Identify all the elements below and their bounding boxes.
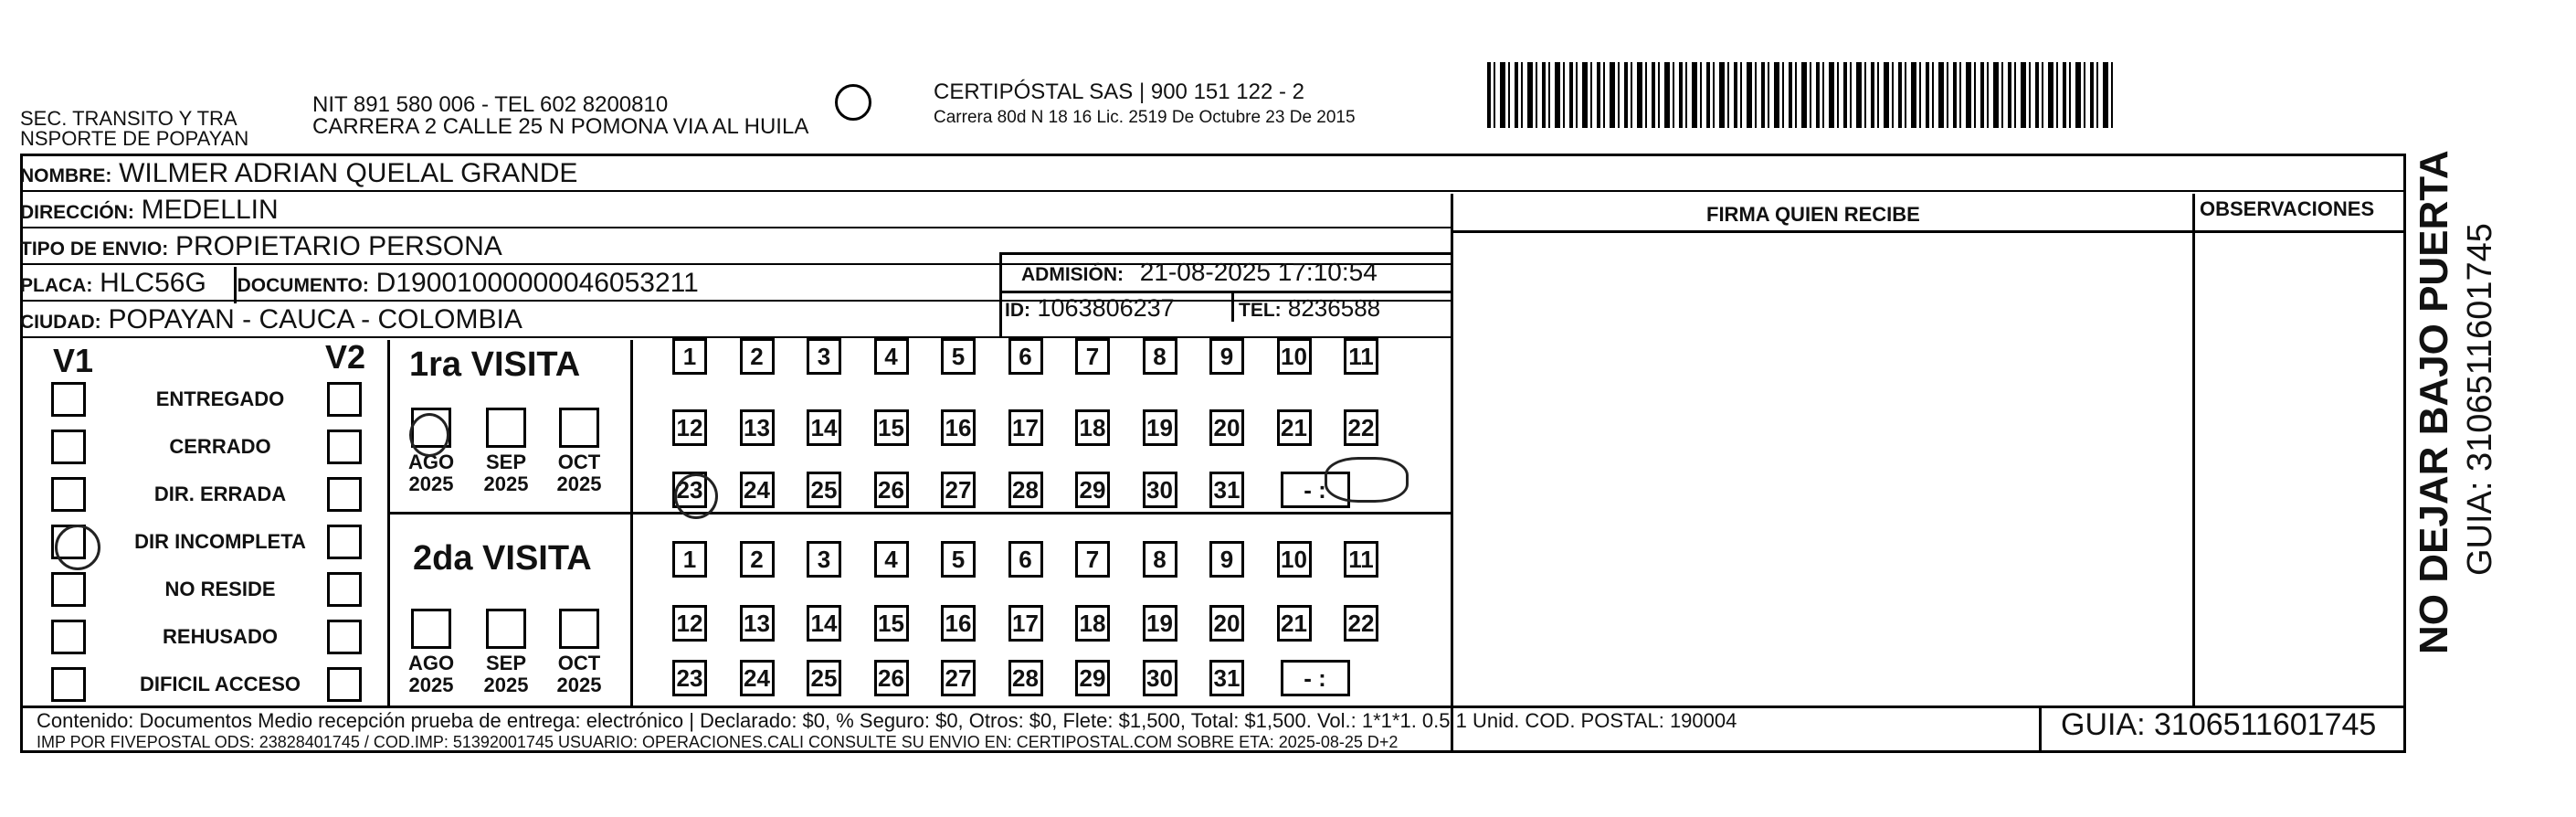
first-visit-title: 1ra VISITA <box>409 345 581 384</box>
day-box[interactable]: 30 <box>1143 660 1177 696</box>
v2-label: V2 <box>325 338 366 376</box>
month-checkbox[interactable] <box>411 609 451 649</box>
day-box[interactable]: 12 <box>672 605 707 642</box>
year-label: 2025 <box>483 674 529 696</box>
day-box[interactable]: 19 <box>1143 409 1177 446</box>
day-box[interactable]: 29 <box>1075 472 1110 508</box>
doc-value: D19001000000046053211 <box>375 268 699 298</box>
time-box[interactable]: - : <box>1281 472 1350 508</box>
year-label: 2025 <box>408 472 454 495</box>
v2-checkbox[interactable] <box>327 667 362 702</box>
day-box[interactable]: 10 <box>1277 338 1312 375</box>
day-box[interactable]: 14 <box>807 605 841 642</box>
plate-value: HLC56G <box>100 268 206 298</box>
v2-checkbox[interactable] <box>327 477 362 512</box>
day-box[interactable]: 27 <box>941 660 976 696</box>
day-box[interactable]: 25 <box>807 660 841 696</box>
day-box[interactable]: 19 <box>1143 605 1177 642</box>
address-value: MEDELLIN <box>141 195 279 225</box>
day-box[interactable]: 15 <box>874 409 909 446</box>
day-box[interactable]: 2 <box>740 541 775 578</box>
v1-checkbox[interactable] <box>51 667 86 702</box>
sender-line-2: NSPORTE DE POPAYAN <box>20 127 249 150</box>
type-value: PROPIETARIO PERSONA <box>174 231 502 261</box>
address-label: DIRECCIÓN: <box>20 202 134 223</box>
divider <box>387 512 1451 515</box>
sender-line-1: SEC. TRANSITO Y TRA <box>20 107 238 130</box>
handwritten-mark <box>1325 457 1409 503</box>
day-box[interactable]: 29 <box>1075 660 1110 696</box>
day-box[interactable]: 9 <box>1209 338 1244 375</box>
month-label: OCT <box>557 451 601 473</box>
day-box[interactable]: 12 <box>672 409 707 446</box>
plate-label: PLACA: <box>20 275 93 296</box>
divider <box>999 291 1451 293</box>
day-box[interactable]: 30 <box>1143 472 1177 508</box>
day-box[interactable]: 5 <box>941 541 976 578</box>
imp-line: IMP POR FIVEPOSTAL ODS: 23828401745 / COD.IMP: 51392001745 USUARIO: OPERACIONES.CALI CONSULTE SU ENVIO EN: CERTIPOSTAL.COM SOBRE ETA: 2025-08-25 D+2 <box>37 733 1399 751</box>
day-box[interactable]: 27 <box>941 472 976 508</box>
day-box[interactable]: 1 <box>672 541 707 578</box>
divider <box>999 252 1451 255</box>
city-row <box>20 303 1451 338</box>
name-label: NOMBRE: <box>20 165 112 186</box>
id-label: ID: <box>1005 300 1030 321</box>
day-box[interactable]: 22 <box>1344 605 1378 642</box>
v1-checkbox[interactable] <box>51 477 86 512</box>
day-box[interactable]: 7 <box>1075 338 1110 375</box>
divider <box>20 706 2406 708</box>
v1-checkbox[interactable] <box>51 382 86 417</box>
day-box[interactable]: 4 <box>874 338 909 375</box>
month-label: OCT <box>557 652 601 674</box>
day-box[interactable]: 28 <box>1008 660 1043 696</box>
time-box[interactable]: - : <box>1281 660 1350 696</box>
month-label: AGO <box>407 451 455 473</box>
v2-checkbox[interactable] <box>327 430 362 464</box>
day-box[interactable]: 28 <box>1008 472 1043 508</box>
day-box[interactable]: 10 <box>1277 541 1312 578</box>
day-box[interactable]: 21 <box>1277 605 1312 642</box>
sender-address-line: CARRERA 2 CALLE 25 N POMONA VIA AL HUILA <box>312 114 809 139</box>
no-dejar-bajo-puerta: NO DEJAR BAJO PUERTA <box>2412 150 2456 654</box>
day-box[interactable]: 17 <box>1008 409 1043 446</box>
month-label: SEP <box>485 451 527 473</box>
v1-checkbox[interactable] <box>51 430 86 464</box>
guia-footer: GUIA: 3106511601745 <box>2061 707 2377 742</box>
handwritten-mark <box>409 413 449 457</box>
content-line: Contenido: Documentos Medio recepción prueba de entrega: electrónico | Declarado: $0, % Seguro: $0, Otros: $0, Flete: $1,500, Total: $1,500. Vol.: 1*1*1. 0.5 1 Unid. COD. POSTAL: 190004 <box>37 709 1737 732</box>
name-value: WILMER ADRIAN QUELAL GRANDE <box>119 158 578 188</box>
day-box[interactable]: 2 <box>740 338 775 375</box>
v1-label: V1 <box>53 342 94 379</box>
id-field <box>1005 294 1175 323</box>
day-box[interactable]: 20 <box>1209 605 1244 642</box>
status-label: DIR INCOMPLETA <box>134 530 306 553</box>
status-label: DIR. ERRADA <box>153 483 287 505</box>
guia-side: GUIA: 3106511601745 <box>2461 223 2499 576</box>
carrier-line-2: Carrera 80d N 18 16 Lic. 2519 De Octubre 23 De 2015 <box>934 108 1356 127</box>
day-box[interactable]: 11 <box>1344 338 1378 375</box>
day-box[interactable]: 20 <box>1209 409 1244 446</box>
day-box[interactable]: 14 <box>807 409 841 446</box>
day-box[interactable]: 9 <box>1209 541 1244 578</box>
divider <box>999 252 1002 338</box>
day-box[interactable]: 31 <box>1209 660 1244 696</box>
status-label: NO RESIDE <box>164 578 276 600</box>
name-row <box>20 157 2406 192</box>
day-box[interactable]: 31 <box>1209 472 1244 508</box>
divider <box>2039 706 2042 753</box>
day-box[interactable]: 6 <box>1008 541 1043 578</box>
day-box[interactable]: 13 <box>740 605 775 642</box>
day-box[interactable]: 6 <box>1008 338 1043 375</box>
v2-checkbox[interactable] <box>327 620 362 654</box>
handwritten-mark <box>55 525 100 570</box>
day-box[interactable]: 18 <box>1075 409 1110 446</box>
day-box[interactable]: 24 <box>740 660 775 696</box>
day-box[interactable]: 8 <box>1143 541 1177 578</box>
day-box[interactable]: 26 <box>874 660 909 696</box>
divider <box>630 340 633 706</box>
handwritten-mark <box>674 473 718 519</box>
day-box[interactable]: 17 <box>1008 605 1043 642</box>
doc-label: DOCUMENTO: <box>237 275 369 296</box>
day-box[interactable]: 26 <box>874 472 909 508</box>
divider <box>234 267 237 303</box>
divider <box>387 340 390 706</box>
month-checkbox[interactable] <box>559 408 599 448</box>
v1-checkbox[interactable] <box>51 620 86 654</box>
year-label: 2025 <box>483 472 529 495</box>
barcode <box>1487 62 2114 128</box>
year-label: 2025 <box>556 472 602 495</box>
day-box[interactable]: 13 <box>740 409 775 446</box>
admission-label: ADMISIÓN: <box>1021 264 1124 285</box>
day-box[interactable]: 8 <box>1143 338 1177 375</box>
status-label: ENTREGADO <box>155 387 285 410</box>
month-label: SEP <box>485 652 527 674</box>
divider <box>1451 230 2406 233</box>
day-box[interactable]: 24 <box>740 472 775 508</box>
signature-left-border <box>1451 194 1453 753</box>
day-box[interactable]: 23 <box>672 660 707 696</box>
tel-label: TEL: <box>1239 300 1282 321</box>
day-box[interactable]: 22 <box>1344 409 1378 446</box>
address-row <box>20 194 1451 228</box>
v1-checkbox[interactable] <box>51 572 86 607</box>
day-box[interactable]: 21 <box>1277 409 1312 446</box>
month-checkbox[interactable] <box>486 408 526 448</box>
city-label: CIUDAD: <box>20 312 101 333</box>
tel-value: 8236588 <box>1287 294 1381 322</box>
month-checkbox[interactable] <box>559 609 599 649</box>
id-value: 1063806237 <box>1037 294 1175 322</box>
city-value: POPAYAN - CAUCA - COLOMBIA <box>108 304 523 334</box>
year-label: 2025 <box>408 674 454 696</box>
day-box[interactable]: 25 <box>807 472 841 508</box>
month-checkbox[interactable] <box>486 609 526 649</box>
status-label: CERRADO <box>169 435 271 458</box>
day-box[interactable]: 3 <box>807 541 841 578</box>
day-box[interactable]: 3 <box>807 338 841 375</box>
admission-value: 21-08-2025 17:10:54 <box>1139 258 1378 286</box>
v2-checkbox[interactable] <box>327 525 362 559</box>
admission <box>1021 258 1378 287</box>
day-box[interactable]: 5 <box>941 338 976 375</box>
day-box[interactable]: 1 <box>672 338 707 375</box>
tel-field <box>1239 294 1380 323</box>
firma-label: FIRMA QUIEN RECIBE <box>1706 203 1920 226</box>
day-box[interactable]: 11 <box>1344 541 1378 578</box>
second-visit-title: 2da VISITA <box>413 539 592 578</box>
day-box[interactable]: 4 <box>874 541 909 578</box>
nit-line: NIT 891 580 006 - TEL 602 8200810 <box>312 92 669 117</box>
day-box[interactable]: 7 <box>1075 541 1110 578</box>
day-box[interactable]: 16 <box>941 409 976 446</box>
status-label: REHUSADO <box>163 625 278 648</box>
type-label: TIPO DE ENVIO: <box>20 239 169 260</box>
day-box[interactable]: 16 <box>941 605 976 642</box>
divider <box>1231 291 1234 322</box>
year-label: 2025 <box>556 674 602 696</box>
observations-left-border <box>2192 194 2195 706</box>
day-box[interactable]: 23 <box>672 472 707 508</box>
day-box[interactable]: 18 <box>1075 605 1110 642</box>
observations-label: OBSERVACIONES <box>2200 197 2375 220</box>
day-box[interactable]: 15 <box>874 605 909 642</box>
certipostal-logo-icon <box>835 84 871 121</box>
v2-checkbox[interactable] <box>327 572 362 607</box>
carrier-line-1: CERTIPÓSTAL SAS | 900 151 122 - 2 <box>934 80 1304 104</box>
status-label: DIFICIL ACCESO <box>139 673 301 695</box>
month-label: AGO <box>407 652 455 674</box>
v2-checkbox[interactable] <box>327 382 362 417</box>
